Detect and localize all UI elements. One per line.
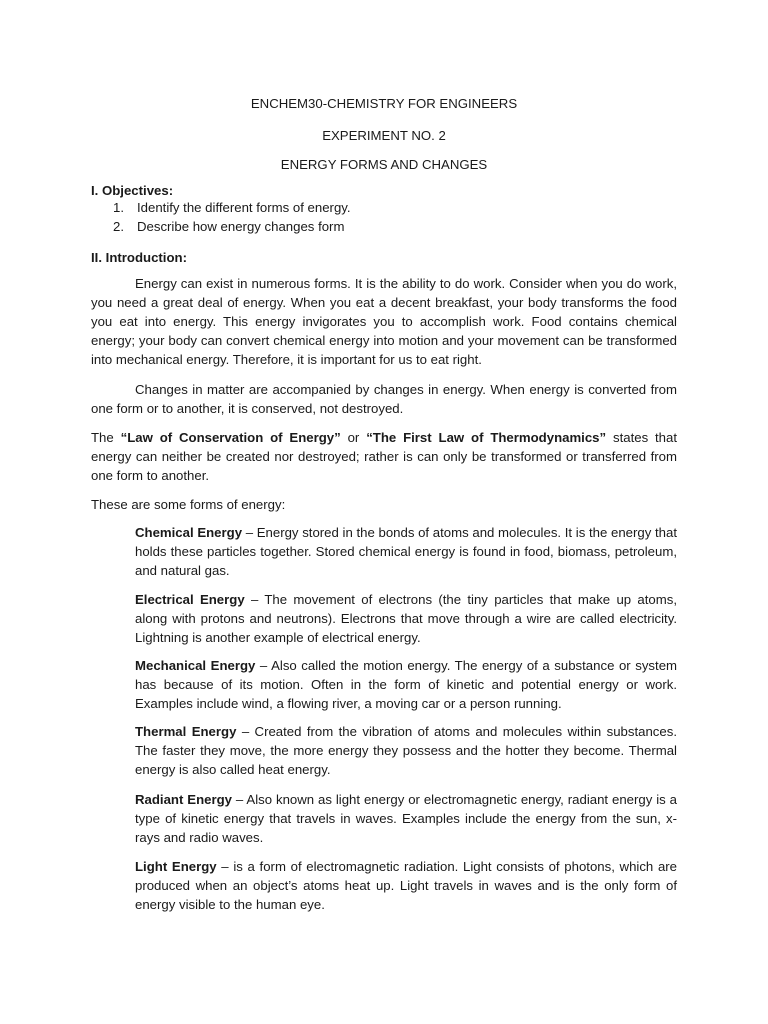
energy-form-definition: – Energy stored in the bonds of atoms and molecules. It is the energy that holds these particles together. Stored chemical energy is found in food, biomass, petroleum, and natural gas. xyxy=(135,525,677,578)
objective-item xyxy=(113,217,673,236)
law-connector: or xyxy=(340,430,367,445)
conservation-law-paragraph xyxy=(91,428,677,485)
energy-form-entry xyxy=(135,790,677,847)
energy-form-term: Mechanical Energy xyxy=(135,658,256,673)
law-prefix: The xyxy=(91,430,121,445)
law-statement: states that energy can neither be created nor destroyed; rather is can only be transformed or transferred from one form to another. xyxy=(91,430,678,483)
experiment-number: EXPERIMENT NO. 2 xyxy=(322,128,446,143)
energy-form-term: Radiant Energy xyxy=(135,792,232,807)
energy-form-definition: – Created from the vibration of atoms and molecules within substances. The faster they move, the more energy they possess and the hotter they become. Thermal energy is also called heat energy. xyxy=(135,724,677,777)
objectives-heading: I. Objectives: xyxy=(91,183,174,198)
energy-form-term: Light Energy xyxy=(135,859,217,874)
objectives-list xyxy=(113,198,673,236)
intro-paragraph: Energy can exist in numerous forms. It is the ability to do work. Consider when you do work, you need a great deal of energy. When you eat a decent breakfast, your body transforms the food you eat into energy. This energy invigorates you to accomplish work. Food contains chemical energy; your body can convert chemical energy into motion and your movement can be transformed into mechanical energy. Therefore, it is important for us to eat right. xyxy=(91,276,677,367)
introduction-heading: II. Introduction: xyxy=(91,250,187,265)
objective-number: 2. xyxy=(113,219,124,234)
energy-form-definition: – Also called the motion energy. The energy of a substance or system has because of its motion. Often in the form of kinetic and potential energy or work. Examples include wind, a flowing river, a moving car or a person running. xyxy=(135,658,678,711)
objective-text: Identify the different forms of energy. xyxy=(137,200,351,215)
law-name: “The First Law of Thermodynamics” xyxy=(366,430,607,445)
forms-intro: These are some forms of energy: xyxy=(91,497,286,512)
energy-form-term: Electrical Energy xyxy=(135,592,245,607)
law-name: “Law of Conservation of Energy” xyxy=(120,430,341,445)
objective-number: 1. xyxy=(113,200,124,215)
objective-text: Describe how energy changes form xyxy=(137,219,345,234)
energy-form-entry xyxy=(135,590,677,647)
energy-form-entry xyxy=(135,722,677,779)
objective-item xyxy=(113,198,673,217)
energy-form-definition: – is a form of electromagnetic radiation. Light consists of photons, which are produced when an object’s atoms heat up. Light travels in waves and is the only form of energy visible to the human eye. xyxy=(135,859,678,912)
energy-form-definition: – Also known as light energy or electromagnetic energy, radiant energy is a type of kinetic energy that travels in waves. Examples include the energy from the sun, x-rays and radio waves. xyxy=(135,792,677,845)
course-title: ENCHEM30-CHEMISTRY FOR ENGINEERS xyxy=(250,96,518,111)
energy-form-term: Thermal Energy xyxy=(135,724,237,739)
energy-form-definition: – The movement of electrons (the tiny particles that make up atoms, along with protons and neutrons). Electrons that move through a wire are called electricity. Lightning is another example of electrical energy. xyxy=(135,592,677,645)
energy-form-entry xyxy=(135,857,677,914)
intro-paragraph: Changes in matter are accompanied by changes in energy. When energy is converted from one form or to another, it is conserved, not destroyed. xyxy=(91,382,677,416)
energy-form-entry xyxy=(135,523,677,580)
energy-form-term: Chemical Energy xyxy=(135,525,243,540)
experiment-title: ENERGY FORMS AND CHANGES xyxy=(280,157,488,172)
energy-form-entry xyxy=(135,656,677,713)
